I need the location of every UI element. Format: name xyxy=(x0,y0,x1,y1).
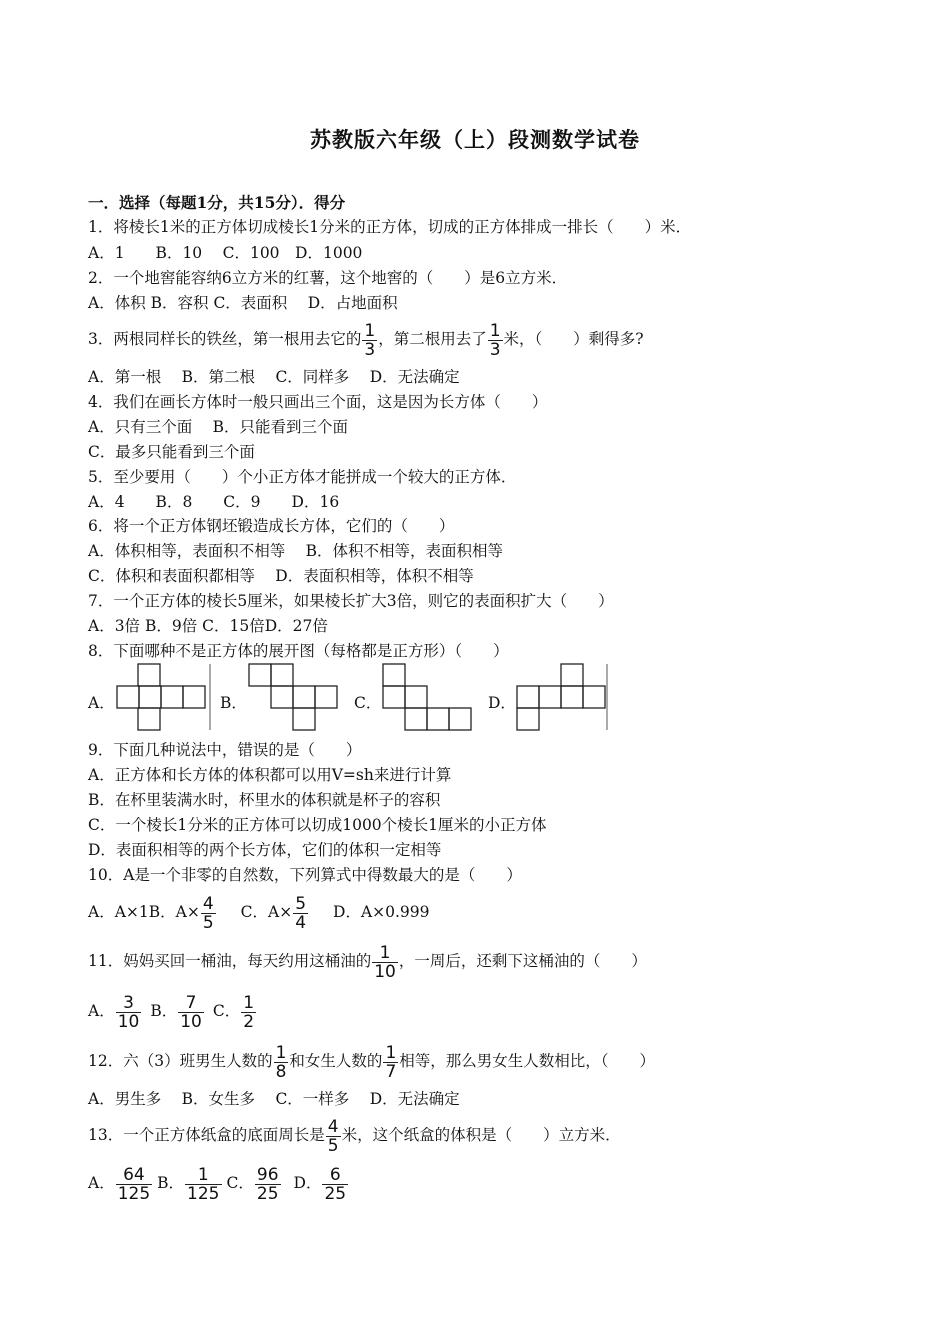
q10-stem: 10．A是一个非零的自然数，下列算式中得数最大的是（ ） xyxy=(88,866,522,884)
q9-option-d: D．表面积相等的两个长方体，它们的体积一定相等 xyxy=(88,841,442,859)
q3-options: A．第一根 B．第二根 C．同样多 D．无法确定 xyxy=(88,368,460,386)
fraction-numerator: 1 xyxy=(275,1042,287,1063)
fraction-denominator: 7 xyxy=(385,1061,397,1082)
q7-stem: 7．一个正方体的棱长5厘米，如果棱长扩大3倍，则它的表面积扩大（ ） xyxy=(88,592,614,610)
q11-text-post: ，一周后，还剩下这桶油的（ ） xyxy=(398,952,647,970)
fraction-denominator: 3 xyxy=(489,339,501,360)
q1-stem: 1．将棱长1米的正方体切成棱长1分米的正方体，切成的正方体排成一排长（ ）米． xyxy=(88,218,692,236)
q3-fraction-1 xyxy=(362,322,377,359)
fraction-denominator: 4 xyxy=(295,912,307,933)
fraction-denominator: 3 xyxy=(364,339,376,360)
q10-fraction-c xyxy=(293,895,308,932)
q1-options: A．1 B．10 C．100 D．1000 xyxy=(88,244,363,262)
q12-text-pre: 12．六（3）班男生人数的 xyxy=(88,1052,273,1070)
fraction-denominator: 125 xyxy=(187,1183,220,1204)
q8-label-b: B． xyxy=(220,694,247,712)
q12-options: A．男生多 B．女生多 C．一样多 D．无法确定 xyxy=(88,1090,460,1108)
q10-option-ab: A．A×1B．A× xyxy=(88,903,200,921)
q3-text-pre: 3．两根同样长的铁丝，第一根用去它的 xyxy=(88,330,362,348)
fraction-numerator: 5 xyxy=(295,893,307,914)
q10-option-d: D．A×0.999 xyxy=(333,903,430,921)
fraction-numerator: 64 xyxy=(123,1164,145,1185)
q12-stem xyxy=(88,1040,655,1082)
q3-text-mid: ，第二根用去了 xyxy=(378,330,487,348)
q11-options xyxy=(88,990,257,1032)
q3-stem xyxy=(88,318,644,360)
q13-fraction-b xyxy=(185,1166,221,1203)
q13-stem xyxy=(88,1114,621,1156)
q13-fraction-d xyxy=(322,1166,348,1203)
fraction-denominator: 2 xyxy=(243,1011,255,1032)
q8-label-a: A． xyxy=(88,694,115,712)
fraction-denominator: 8 xyxy=(275,1061,287,1082)
fraction-numerator: 1 xyxy=(489,320,501,341)
q8-stem: 8．下面哪种不是正方体的展开图（每格都是正方形）（ ） xyxy=(88,642,509,660)
q13-option-c: C． xyxy=(226,1174,254,1192)
q10-fraction-b xyxy=(201,895,216,932)
q11-fraction-c xyxy=(241,994,256,1031)
fraction-numerator: 4 xyxy=(202,893,214,914)
fraction-numerator: 7 xyxy=(185,992,197,1013)
q13-fraction xyxy=(326,1118,341,1155)
q3-fraction-2 xyxy=(488,322,503,359)
fraction-numerator: 3 xyxy=(123,992,134,1013)
q13-options xyxy=(88,1162,349,1204)
q6-options-1: A．体积相等，表面积不相等 B．体积不相等，表面积相等 xyxy=(88,542,504,560)
q8-label-d: D． xyxy=(488,694,516,712)
q4-options-1: A．只有三个面 B．只能看到三个面 xyxy=(88,418,349,436)
q8-net-d xyxy=(516,663,610,731)
fraction-numerator: 1 xyxy=(364,320,376,341)
q2-stem: 2．一个地窖能容纳6立方米的红薯，这个地窖的（ ）是6立方米． xyxy=(88,269,568,287)
q13-option-a: A． xyxy=(88,1174,115,1192)
q11-option-a: A． xyxy=(88,1002,115,1020)
q13-text-post: 米，这个纸盒的体积是（ ）立方米． xyxy=(341,1126,621,1144)
fraction-numerator: 6 xyxy=(329,1164,341,1185)
q11-stem xyxy=(88,940,647,982)
q8-net-a xyxy=(116,663,214,731)
q3-text-post: 米，（ ）剩得多? xyxy=(503,330,644,348)
q2-options: A．体积 B．容积 C．表面积 D．占地面积 xyxy=(88,294,398,312)
fraction-denominator: 25 xyxy=(256,1183,279,1204)
fraction-numerator: 96 xyxy=(256,1164,279,1185)
q12-text-mid: 和女生人数的 xyxy=(289,1052,383,1070)
q12-fraction-2 xyxy=(383,1044,398,1081)
q13-fraction-a xyxy=(116,1166,152,1203)
q8-label-c: C． xyxy=(354,694,382,712)
fraction-denominator: 5 xyxy=(202,912,214,933)
q11-text-pre: 11．妈妈买回一桶油，每天约用这桶油的 xyxy=(88,952,372,970)
q12-text-post: 相等，那么男女生人数相比，（ ） xyxy=(399,1052,656,1070)
fraction-denominator: 25 xyxy=(324,1183,347,1204)
q9-option-b: B．在杯里装满水时，杯里水的体积就是杯子的容积 xyxy=(88,791,441,809)
q12-fraction-1 xyxy=(274,1044,289,1081)
fraction-denominator: 10 xyxy=(374,961,396,982)
q9-option-c: C．一个棱长1分米的正方体可以切成1000个棱长1厘米的小正方体 xyxy=(88,816,547,834)
q4-options-2: C．最多只能看到三个面 xyxy=(88,443,255,461)
q8-net-c xyxy=(382,663,474,731)
fraction-numerator: 1 xyxy=(379,942,391,963)
q5-options: A．4 B．8 C．9 D．16 xyxy=(88,493,340,511)
q10-option-c: C．A× xyxy=(240,903,293,921)
q13-fraction-c xyxy=(255,1166,281,1203)
q11-fraction xyxy=(372,944,398,981)
q5-stem: 5．至少要用（ ）个小正方体才能拼成一个较大的正方体． xyxy=(88,468,517,486)
fraction-denominator: 125 xyxy=(117,1183,151,1204)
q11-fraction-b xyxy=(178,994,204,1031)
q13-text-pre: 13．一个正方体纸盒的底面周长是 xyxy=(88,1126,325,1144)
q8-net-b xyxy=(248,663,340,731)
section-heading: 一．选择（每题1分，共15分）．得分 xyxy=(88,193,346,212)
q11-fraction-a xyxy=(116,994,142,1031)
fraction-numerator: 1 xyxy=(385,1042,397,1063)
q11-option-b: B． xyxy=(150,1002,178,1020)
q7-options: A．3倍 B．9倍 C．15倍D．27倍 xyxy=(88,617,328,635)
fraction-denominator: 5 xyxy=(327,1135,339,1156)
q10-options xyxy=(88,891,430,933)
fraction-numerator: 1 xyxy=(243,992,255,1013)
q9-option-a: A．正方体和长方体的体积都可以用V=sh来进行计算 xyxy=(88,766,452,784)
page-title: 苏教版六年级（上）段测数学试卷 xyxy=(310,128,640,152)
q9-stem: 9．下面几种说法中，错误的是（ ） xyxy=(88,741,362,759)
fraction-numerator: 1 xyxy=(197,1164,209,1185)
fraction-denominator: 10 xyxy=(180,1011,202,1032)
q13-option-b: B． xyxy=(157,1174,185,1192)
q6-stem: 6．将一个正方体钢坯锻造成长方体，它们的（ ） xyxy=(88,517,455,535)
q4-stem: 4．我们在画长方体时一般只画出三个面，这是因为长方体（ ） xyxy=(88,393,548,411)
q13-option-d: D． xyxy=(293,1174,322,1192)
fraction-numerator: 4 xyxy=(327,1116,339,1137)
fraction-denominator: 10 xyxy=(117,1011,140,1032)
q11-option-c: C． xyxy=(212,1002,241,1020)
q6-options-2: C．体积和表面积都相等 D．表面积相等，体积不相等 xyxy=(88,567,474,585)
